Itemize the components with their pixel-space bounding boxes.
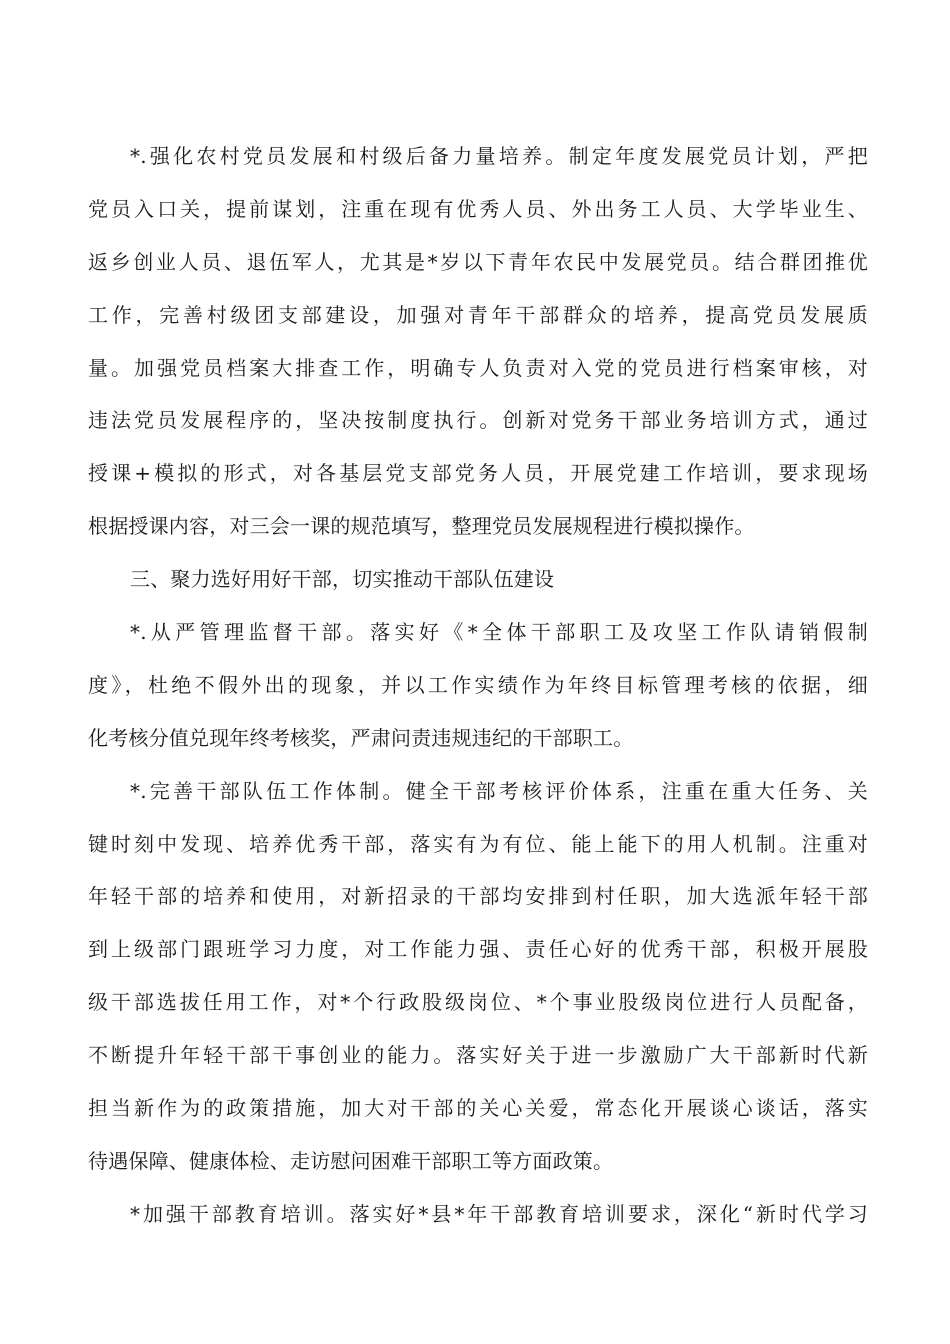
paragraph-line: 工作，完善村级团支部建设，加强对青年干部群众的培养，提高党员发展质 xyxy=(88,302,868,327)
paragraph-line: 键时刻中发现、培养优秀干部，落实有为有位、能上能下的用人机制。注重对 xyxy=(88,831,868,856)
paragraph-line: 量。加强党员档案大排查工作，明确专人负责对入党的党员进行档案审核，对 xyxy=(88,355,868,380)
section-heading: 三、聚力选好用好干部，切实推动干部队伍建设 xyxy=(130,567,555,592)
paragraph-line: 待遇保障、健康体检、走访慰问困难干部职工等方面政策。 xyxy=(88,1148,614,1173)
paragraph-line: 授课+模拟的形式，对各基层党支部党务人员，开展党建工作培训，要求现场 xyxy=(88,461,868,486)
paragraph-line: 党员入口关，提前谋划，注重在现有优秀人员、外出务工人员、大学毕业生、 xyxy=(88,196,868,221)
paragraph-line: 违法党员发展程序的，坚决按制度执行。创新对党务干部业务培训方式，通过 xyxy=(88,408,868,433)
paragraph-line: 化考核分值兑现年终考核奖，严肃问责违规违纪的干部职工。 xyxy=(88,725,634,750)
paragraph-line: 不断提升年轻干部干事创业的能力。落实好关于进一步激励广大干部新时代新 xyxy=(88,1043,868,1068)
paragraph-line: *.从严管理监督干部。落实好《*全体干部职工及攻坚工作队请销假制 xyxy=(130,620,868,645)
paragraph-line: 返乡创业人员、退伍军人，尤其是*岁以下青年农民中发展党员。结合群团推优 xyxy=(88,249,868,274)
paragraph-line: *加强干部教育培训。落实好*县*年干部教育培训要求，深化“新时代学习 xyxy=(130,1201,868,1226)
paragraph-line: 度》，杜绝不假外出的现象，并以工作实绩作为年终目标管理考核的依据，细 xyxy=(88,672,868,697)
paragraph-line: 年轻干部的培养和使用，对新招录的干部均安排到村任职，加大选派年轻干部 xyxy=(88,884,868,909)
paragraph-line: 到上级部门跟班学习力度，对工作能力强、责任心好的优秀干部，积极开展股 xyxy=(88,937,868,962)
paragraph-line: *.强化农村党员发展和村级后备力量培养。制定年度发展党员计划，严把 xyxy=(130,144,868,168)
paragraph-line: 级干部选拔任用工作，对*个行政股级岗位、*个事业股级岗位进行人员配备， xyxy=(88,990,868,1015)
document-body xyxy=(88,130,868,1241)
paragraph-line: 担当新作为的政策措施，加大对干部的关心关爱，常态化开展谈心谈话，落实 xyxy=(88,1096,868,1121)
paragraph-line: 根据授课内容，对三会一课的规范填写，整理党员发展规程进行模拟操作。 xyxy=(88,514,755,539)
paragraph-line: *.完善干部队伍工作体制。健全干部考核评价体系，注重在重大任务、关 xyxy=(130,778,868,803)
